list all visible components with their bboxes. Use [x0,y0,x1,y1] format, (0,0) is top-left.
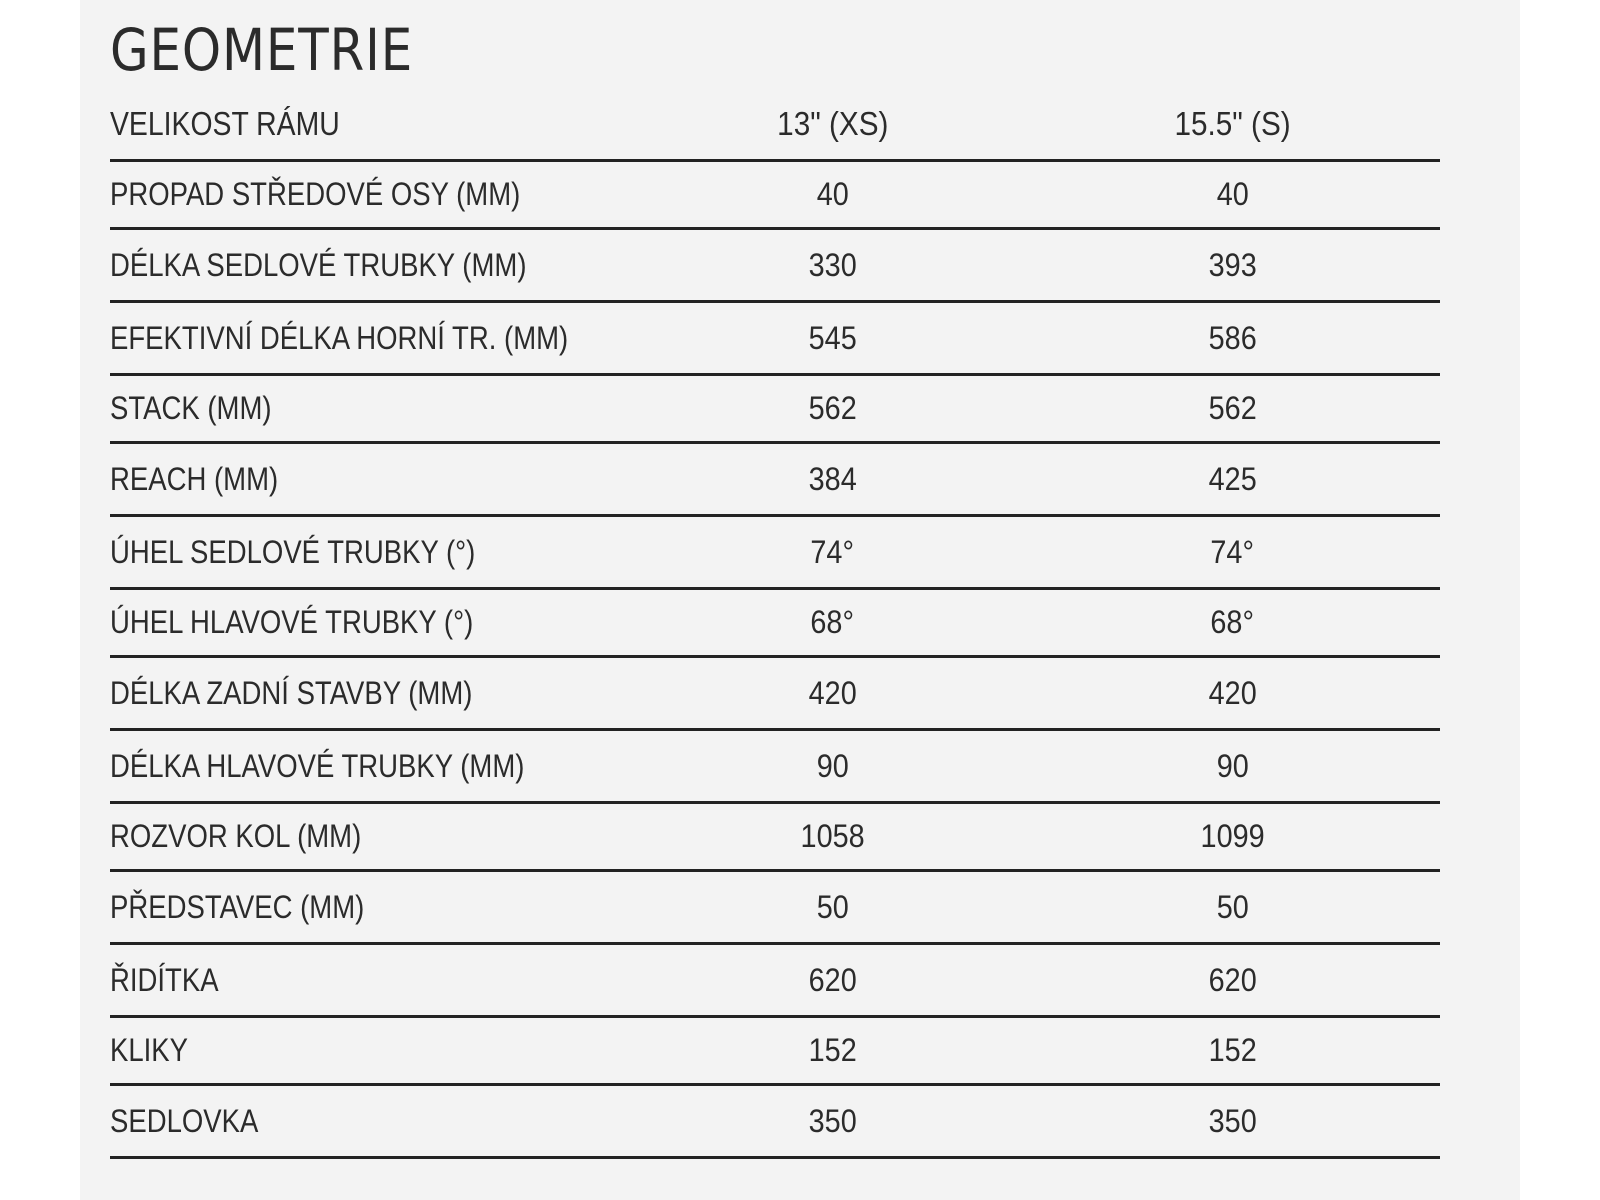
row-value-xs: 152 [808,1032,857,1068]
row-value-xs: 350 [808,1102,857,1139]
table-header-row [110,88,1440,162]
row-label: SEDLOVKA [110,1102,259,1139]
table-row [110,872,1440,945]
table-row [110,590,1440,658]
row-label: PROPAD STŘEDOVÉ OSY (MM) [110,176,521,212]
row-value-s: 68° [1210,604,1255,640]
row-value-xs: 562 [808,390,857,426]
row-value-xs: 40 [816,176,849,212]
table-row [110,1018,1440,1086]
row-value-xs: 384 [808,460,857,497]
row-value-s: 90 [1216,747,1249,784]
page-title: GEOMETRIE [110,16,414,84]
row-value-xs: 50 [816,888,849,925]
row-value-xs: 330 [808,246,857,283]
header-size-s: 15.5" (S) [1174,104,1291,142]
row-value-xs: 74° [810,533,855,570]
row-value-s: 74° [1210,533,1255,570]
table-row [110,230,1440,303]
row-label: DÉLKA ZADNÍ STAVBY (MM) [110,674,473,711]
row-label: DÉLKA HLAVOVÉ TRUBKY (MM) [110,747,525,784]
row-value-s: 393 [1208,246,1257,283]
row-value-s: 562 [1208,390,1257,426]
row-value-s: 425 [1208,460,1257,497]
geometry-table [110,88,1440,1159]
row-label: DÉLKA SEDLOVÉ TRUBKY (MM) [110,246,527,283]
row-label: ROZVOR KOL (MM) [110,818,362,854]
table-row [110,162,1440,230]
header-frame-size-label: VELIKOST RÁMU [110,104,340,142]
row-label: STACK (MM) [110,390,272,426]
row-label: PŘEDSTAVEC (MM) [110,888,365,925]
row-label: KLIKY [110,1032,189,1068]
row-value-xs: 68° [810,604,855,640]
row-value-xs: 545 [808,319,857,356]
row-label: ÚHEL HLAVOVÉ TRUBKY (°) [110,604,474,640]
row-value-s: 350 [1208,1102,1257,1139]
row-value-xs: 420 [808,674,857,711]
row-value-s: 50 [1216,888,1249,925]
table-row [110,1086,1440,1159]
row-label: ŘIDÍTKA [110,961,219,998]
row-value-s: 152 [1208,1032,1257,1068]
table-row [110,376,1440,444]
row-value-xs: 620 [808,961,857,998]
row-value-xs: 90 [816,747,849,784]
row-label: EFEKTIVNÍ DÉLKA HORNÍ TR. (MM) [110,319,569,356]
table-row [110,658,1440,731]
row-value-s: 1099 [1200,818,1265,854]
header-size-xs: 13" (XS) [776,104,889,142]
row-value-xs: 1058 [800,818,865,854]
table-row [110,444,1440,517]
row-label: ÚHEL SEDLOVÉ TRUBKY (°) [110,533,476,570]
table-row [110,804,1440,872]
row-value-s: 40 [1216,176,1249,212]
row-label: REACH (MM) [110,460,279,497]
row-value-s: 586 [1208,319,1257,356]
geometry-panel [80,0,1520,1200]
table-row [110,303,1440,376]
row-value-s: 620 [1208,961,1257,998]
row-value-s: 420 [1208,674,1257,711]
table-row [110,517,1440,590]
table-row [110,945,1440,1018]
table-row [110,731,1440,804]
